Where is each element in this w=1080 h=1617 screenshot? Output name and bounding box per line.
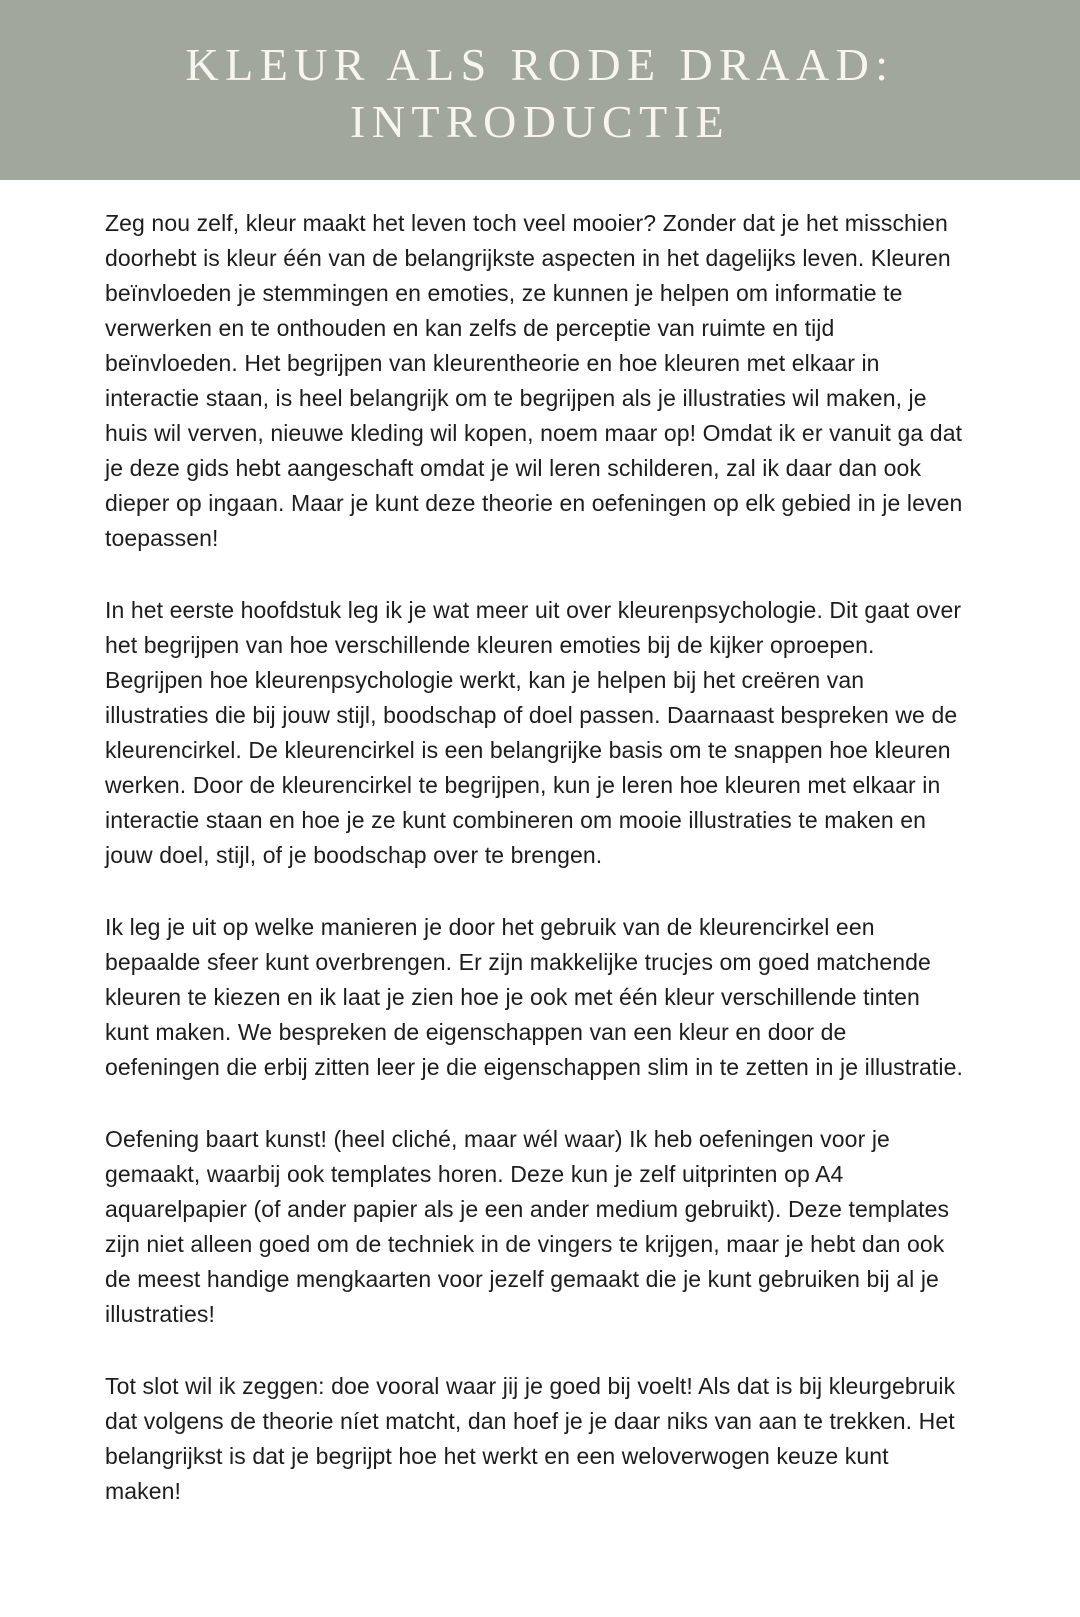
page-title bbox=[186, 36, 895, 150]
title-line-1: KLEUR ALS RODE DRAAD: bbox=[185, 39, 895, 90]
page-content bbox=[0, 180, 1080, 1509]
paragraph-color-wheel-uses: Ik leg je uit op welke manieren je door het gebruik van de kleurencirkel een bepaalde sfeer kunt overbrengen. Er zijn makkelijke trucjes om goed matchende kleuren te kiezen en ik laat je zien hoe je ook met één kleur verschillende tinten kunt maken. We bespreken de eigenschappen van een kleur en door de oefeningen die erbij zitten leer je die eigenschappen slim in te zetten in je illustratie. bbox=[105, 914, 963, 1080]
paragraph-chapter-one: In het eerste hoofdstuk leg ik je wat meer uit over kleurenpsychologie. Dit gaat over het begrijpen van hoe verschillende kleuren emoties bij de kijker oproepen. Begrijpen hoe kleurenpsychologie werkt, kan je helpen bij het creëren van illustraties die bij jouw stijl, boodschap of doel passen. Daarnaast bespreken we de kleurencirkel. De kleurencirkel is een belangrijke basis om te snappen hoe kleuren werken. Door de kleurencirkel te begrijpen, kun je leren hoe kleuren met elkaar in interactie staan en hoe je ze kunt combineren om mooie illustraties te maken en jouw doel, stijl, of je boodschap over te brengen. bbox=[105, 597, 962, 868]
paragraph-closing: Tot slot wil ik zeggen: doe vooral waar jij je goed bij voelt! Als dat is bij kleurgebruik dat volgens de theorie níet matcht, dan hoef je je daar niks van aan te trekken. Het belangrijkst is dat je begrijpt hoe het werkt en een weloverwogen keuze kunt maken! bbox=[105, 1373, 956, 1504]
paragraph-exercises-templates: Oefening baart kunst! (heel cliché, maar wél waar) Ik heb oefeningen voor je gemaakt, waarbij ook templates horen. Deze kun je zelf uitprinten op A4 aquarelpapier (of ander papier als je een ander medium gebruikt). Deze templates zijn niet alleen goed om de techniek in de vingers te krijgen, maar je hebt dan ook de meest handige mengkaarten voor jezelf gemaakt die je kunt gebruiken bij al je illustraties! bbox=[105, 1126, 950, 1327]
page-header bbox=[0, 0, 1080, 180]
title-line-2: INTRODUCTIE bbox=[349, 96, 730, 147]
paragraph-intro: Zeg nou zelf, kleur maakt het leven toch veel mooier? Zonder dat je het misschien doorhebt is kleur één van de belangrijkste aspecten in het dagelijks leven. Kleuren beïnvloeden je stemmingen en emoties, ze kunnen je helpen om informatie te verwerken en te onthouden en kan zelfs de perceptie van ruimte en tijd beïnvloeden. Het begrijpen van kleurentheorie en hoe kleuren met elkaar in interactie staan, is heel belangrijk om te begrijpen als je illustraties wil maken, je huis wil verven, nieuwe kleding wil kopen, noem maar op! Omdat ik er vanuit ga dat je deze gids hebt aangeschaft omdat je wil leren schilderen, zal ik daar dan ook dieper op ingaan. Maar je kunt deze theorie en oefeningen op elk gebied in je leven toepassen! bbox=[105, 210, 963, 551]
